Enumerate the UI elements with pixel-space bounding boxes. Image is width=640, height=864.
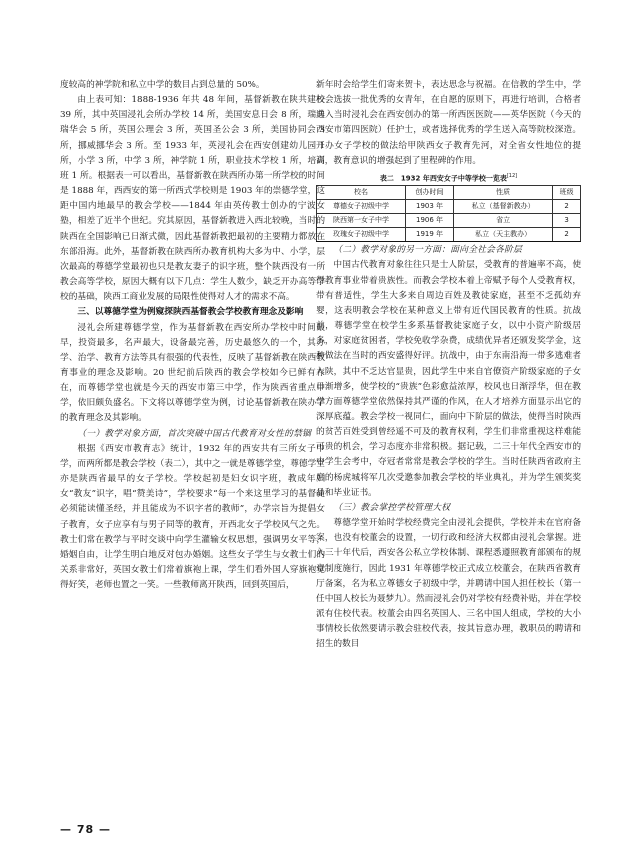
subsection-heading: （二）教学对象的另一方面：面向全社会各阶层 [333, 245, 523, 256]
paragraph: 度较高的神学院和私立中学的数目占到总量的 50%。 [60, 80, 265, 90]
table-cell: 省立 [454, 214, 553, 228]
table-caption-note: [12] [506, 172, 518, 179]
table-cell: 尊德女子初级中学 [317, 200, 406, 214]
paragraph: 根据《西安市教育志》统计，1932 年的西安共有三所女子中学，而两所都是教会学校（表二），其中之一就是尊德学堂，尊德学堂亦是陕西省最早的女子学校。学校起初是妇女识字班，教成年妇女“教友”识字，唱“赞美诗”，学校要求“每一个来这里学习的基督徒必须能读懂圣经，并且能成为不识字者的教师”，办学宗旨为提倡女子教育，女子应享有与男子同等的教育，开西北女子学校风气之先。教士们常在教学与平时交谈中向学生灌输女权思想，强调男女平等，婚姻自由，让学生明白地反对包办婚姻。这些女子学生与女教士们的关系非常好，英国女教士们常着旗袍上课，学生们看外国人穿旗袍觉得好笑，老师也置之一笑。一些教师离开陕西，回到英国后， [60, 443, 325, 591]
left-column [60, 78, 325, 593]
schools-table [316, 185, 581, 242]
table-cell: 1906 年 [405, 214, 453, 228]
table-cell: 私立（天主教办） [454, 228, 553, 242]
table-cell: 陕西第一女子中学 [317, 214, 406, 228]
table-header: 创办时间 [405, 186, 453, 200]
table-cell: 玫瑰女子初级中学 [317, 228, 406, 242]
right-column [316, 78, 581, 652]
table-cell: 2 [553, 200, 581, 214]
table-cell: 私立（基督新教办） [454, 200, 553, 214]
table-header: 班级 [553, 186, 581, 200]
table-cell: 1903 年 [405, 200, 453, 214]
table-row [317, 200, 581, 214]
table-row [317, 228, 581, 242]
table-header: 性质 [454, 186, 553, 200]
subsection-heading: （三）教会掌控学校管理大权 [333, 502, 451, 513]
paragraph: 由上表可知：1888-1936 年共 48 年间，基督新教在陕共建校 39 所，其中英国浸礼会所办学校 14 所，美国安息日会 8 所，瑞典瑞华会 5 所，英国公理会 3 所，英国圣公会 3 所，美国协同会 3 所，挪威挪华会 3 所。至 1933 年，英浸礼会在西安创建幼儿园 1 所，小学 3 所，中学 3 所，神学院 1 所，职业技术学校 1 所，培训班 1 所。根据表一可以看出，基督新教在陕西所办第一所学校的时间是 1888 年，西西安的第一所西式学校则是 1903 年的崇德学堂，这距中国内地最早的教会学校——1844 年由英传教士创办的宁波女塾，相差了近半个世纪。究其原因，基督新教进入西北较晚，当时的陕西在全国影响已日渐式微，因此基督新教把最初的主要精力都放在东部沿海。此外，基督新教在陕西所办教育机构大多为中、小学，层次最高的尊德学堂最初也只是教友妻子的识字班，整个陕西没有一所教会高等学校，原因大概有以下几点：学生人数少，缺乏开办高等学校的基础，陕西工商业发展的局限性使得对人才的需求不高。 [60, 95, 325, 303]
paragraph: 浸礼会所建尊德学堂，作为基督新教在西安所办学校中时间最早，投资最多，名声最大，设备最完善，历史最悠久的一个，其办学、治学、教育方法等具有很强的代表性，反映了基督新教在陕西教育事业的理念及影响。20 世纪前后陕西的教会学校如今已鲜有存在，而尊德学堂也就是今天的西安市第三中学，作为陕西省重点中学，依旧颇负盛名。下文将以尊德学堂为例，讨论基督新教在陕办学的教育理念及其影响。 [60, 322, 325, 424]
table-caption: 表二 1932 年西安女子中等学校一览表[12] [379, 172, 518, 183]
table-header: 校名 [317, 186, 406, 200]
paragraph: 新年时会给学生们寄来贺卡，表达思念与祝福。在信教的学生中，学校会选拔一批优秀的女青年，在自愿的原则下，再进行培训，合格者送入当时浸礼会在西安创办的第一所西医医院——英华医院（今天的西安市第四医院）任护士，或者选择优秀的学生送入高等院校深造。开办女子学校的做法给甲陕西女子教育先河，对全省女性地位的提高，教育意识的增强起到了里程碑的作用。 [316, 80, 581, 166]
table-cell: 1919 年 [405, 228, 453, 242]
table-row [317, 214, 581, 228]
paragraph: 中国古代教育对象往往只是士人阶层，受教育的普遍率不高，使得教育事业带着贵族性。而教会学校本着上帝赋予每个人受教育权，带有普适性，学生大多来自周边百姓及教徒家庭，甚至不乏孤幼弃婴，这表明教会学校在某种意义上带有近代国民教育的性质。抗战前，尊德学堂在校学生多系基督教徒家庭子女，以中小资产阶级居多，对家庭贫困者，学校免收学杂费，成绩优异者还颁发奖学金，这种做法在当时的西安盛得好评。抗战中，由于东南沿海一带多逃难者入陕，其中不乏达官显贵，因此学生中来自官僚资产阶级家庭的子女日渐增多，使学校的“贵族”色彩愈益浓厚，校风也日渐浮华，但在教学方面尊德学堂依然保持其严谨的作风，在人才培养方面显示出它的深厚底蕴。教会学校一视同仁，面向中下阶层的做法，使得当时陕西的贫苦百姓受到曾经遥不可及的教育权利，学生们非常重视这样难能可贵的机会，学习态度亦非常积极。据记载，二三十年代全西安市的中学生会考中，夺冠者常常是教会学校的学生。当时任陕西省政府主席的杨虎城将军几次受邀参加教会学校的毕业典礼，并为学生颁奖奖品和毕业证书。 [316, 260, 581, 498]
table-header-row [317, 186, 581, 200]
table-cell: 2 [553, 228, 581, 242]
page-number: — 78 — [60, 823, 111, 836]
section-heading: 三、以尊德学堂为例窥探陕西基督教会学校教育理念及影响 [77, 307, 304, 318]
subsection-heading: （一）教学对象方面，首次突破中国古代教育对女性的禁锢 [77, 428, 312, 439]
paragraph: 尊德学堂开始时学校经费完全由浸礼会提供，学校并未在官府备案，也没有校董会的设置，一切行政和经济大权都由浸礼会掌握。进入三十年代后，西安各公私立学校体制、课程悉遵照教育部颁布的规章制度施行，因此 1931 年尊德学校正式成立校董会，在陕西省教育厅备案，名为私立尊德女子初级中学，并聘请中国人担任校长（第一任中国人校长为聂梦九）。然而浸礼会仍对学校有经费补贴，并在学校派有住校代表。校董会由四名英国人、三名中国人组成，学校的大小事情校长依然要请示教会驻校代表，按其旨意办理，教职员的聘请和招生的数目 [316, 518, 581, 650]
table-cell: 3 [553, 214, 581, 228]
